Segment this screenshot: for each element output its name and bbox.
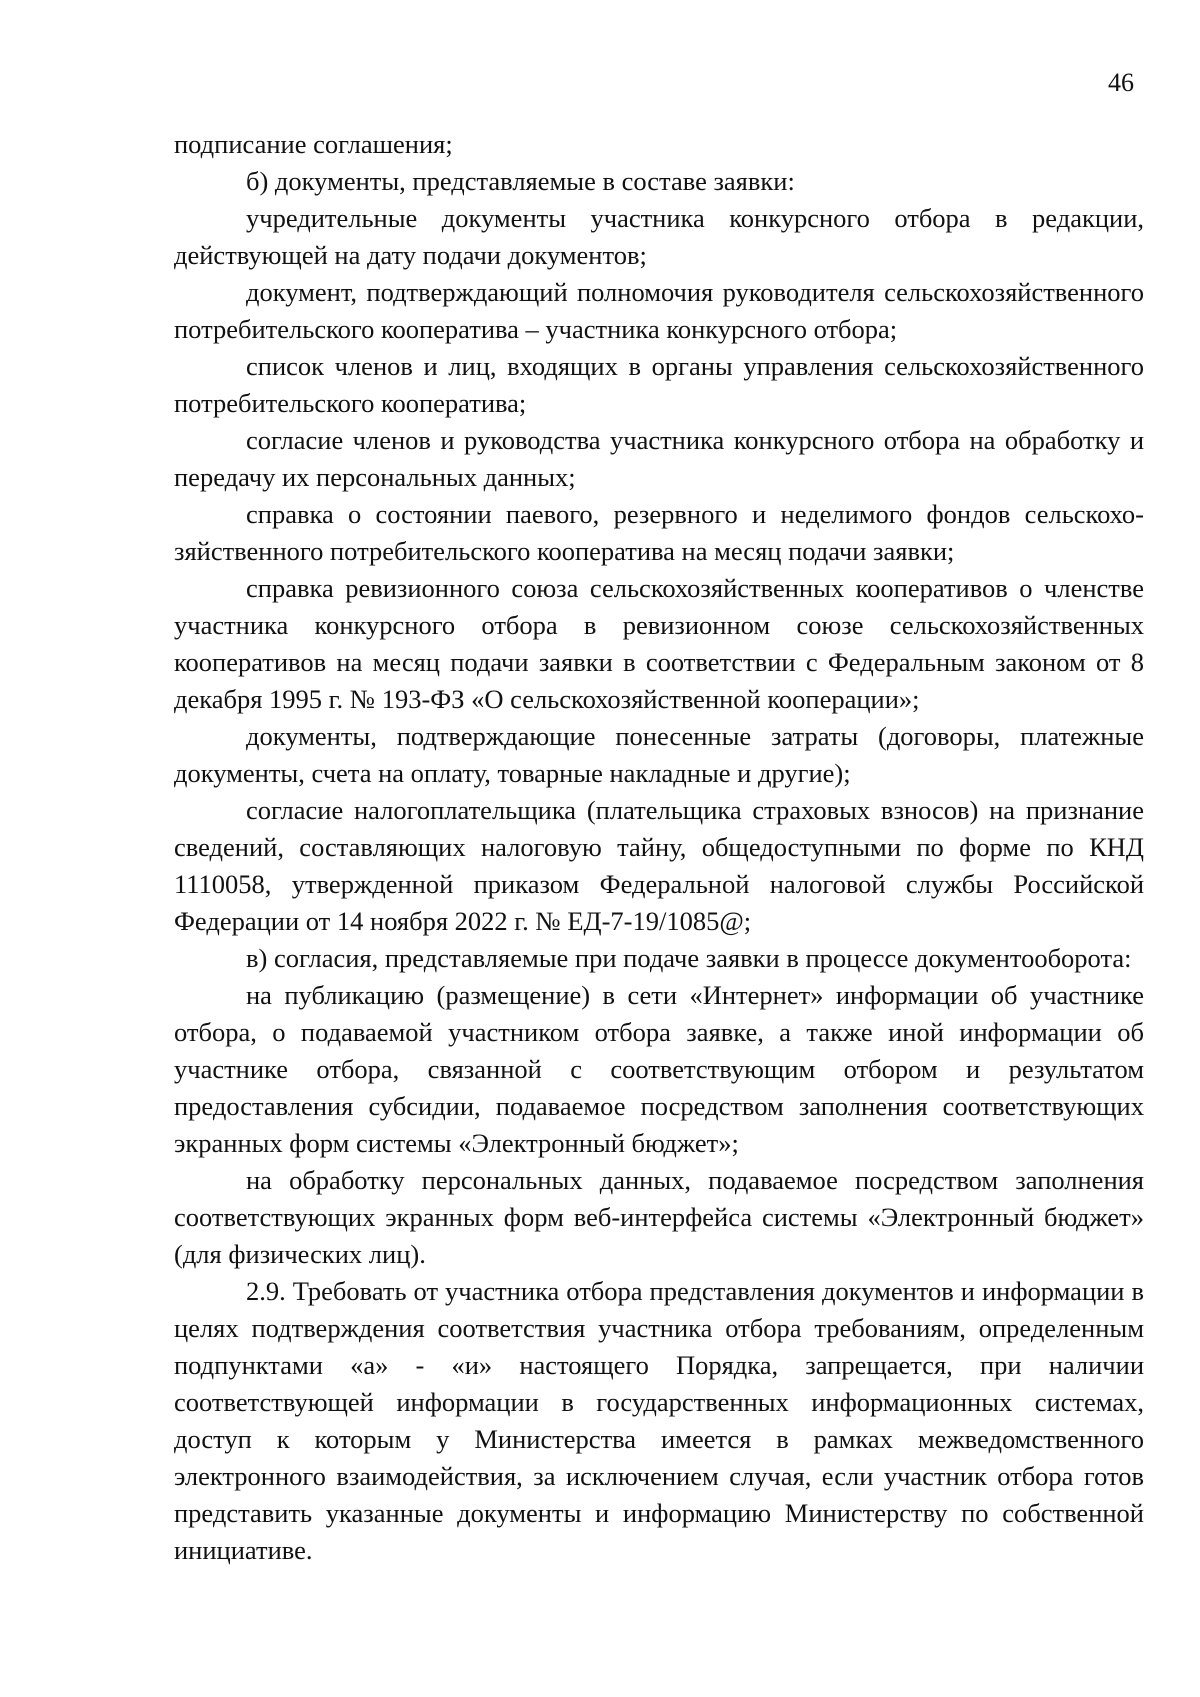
paragraph-personal-data-consent: согласие членов и руководства участника конкурсного отбора на обработку и передачу их персональных данных; [174,425,1144,492]
paragraph-expense-documents: документы, подтверждающие понесенные затраты (договоры, платежные документы, счета на оплату, товарные накладные и другие); [174,721,1144,788]
paragraph-audit-union-certificate: справка ревизионного союза сельскохозяйственных кооперативов о членстве участника конкурсного отбора в ревизионном союзе сельскохозяйственных кооперативов на месяц подачи заявки в соответствии с Федеральным законом от 8 декабря 1995 г. № 193-ФЗ «О сельскохозяйственной кооперации»; [174,573,1144,714]
paragraph-item-b-heading: б) документы, представляемые в составе заявки: [246,166,795,196]
paragraph-clause-2-9: 2.9. Требовать от участника отбора представления документов и информации в целях подтверждения соответствия участника отбора требованиям, определенным подпунктами «а» - «и» настоящего Порядка, запрещается, при наличии соответствующей информации в государственных информационных системах, доступ к которым у Министерства имеется в рамках межведомственного электронного взаимодействия, за исключением случая, если участник отбора готов представить указанные документы и информацию Министерству по собственной инициативе. [174,1276,1144,1565]
paragraph-publication-consent: на публикацию (размещение) в сети «Интернет» информации об участнике отбора, о подаваемой участником отбора заявке, а также иной информации об участнике отбора, связанной с соответствующим отбором и результатом предоставления субсидии, подаваемое посредством заполнения соответствующих экранных форм системы «Электронный бюджет»; [174,980,1144,1158]
paragraph-tax-secret-consent: согласие налогоплательщика (плательщика страховых взносов) на признание сведений, составляющих налоговую тайну, общедоступными по форме по КНД 1110058, утвержденной приказом Федеральной налоговой службы Российской Федерации от 14 ноября 2022 г. № ЕД-7-19/1085@; [174,795,1144,936]
paragraph-personal-data-processing: на обработку персональных данных, подаваемое посредством заполнения соответствующих экранных форм веб-интерфейса системы «Электронный бюджет» (для физических лиц). [174,1165,1144,1269]
paragraph-members-list: список членов и лиц, входящих в органы управления сельскохозяйственного потребительского кооператива; [174,351,1144,418]
document-body [174,126,1144,1569]
paragraph-authority-document: документ, подтверждающий полномочия руководителя сельскохозяйственного потребительского кооператива – участника конкурсного отбора; [174,277,1144,344]
paragraph-item-v-heading: в) согласия, представляемые при подаче заявки в процессе документооборота: [246,943,1132,973]
paragraph-signing-agreement: подписание соглашения; [174,129,453,159]
page-number: 46 [1108,68,1134,97]
paragraph-funds-certificate: справка о состоянии паевого, резервного и неделимого фондов сельскохозяйственного потребительского кооператива на месяц подачи заявки; [174,499,1144,566]
paragraph-founding-documents: учредительные документы участника конкурсного отбора в редакции, действующей на дату подачи документов; [174,203,1144,270]
